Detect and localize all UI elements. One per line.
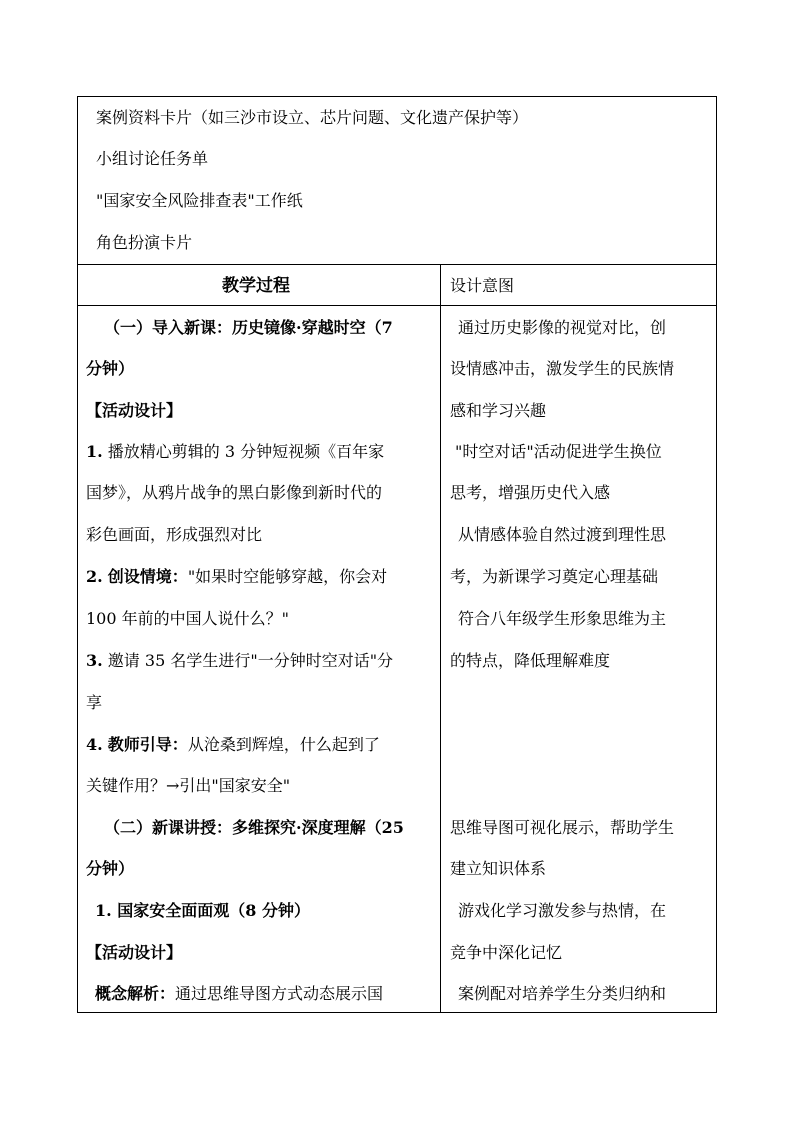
material-item: 案例资料卡片（如三沙市设立、芯片问题、文化遗产保护等）	[96, 108, 529, 127]
activity-heading: 【活动设计】	[86, 401, 183, 420]
list-item-3	[86, 651, 393, 671]
concept-label: 概念解析：	[95, 984, 176, 1003]
subsection-title: 1. 国家安全面面观（8 分钟）	[95, 901, 310, 920]
intent-text: 通过历史影像的视觉对比，创	[458, 318, 667, 337]
activity-heading: 【活动设计】	[86, 943, 183, 962]
material-item: 角色扮演卡片	[96, 233, 193, 252]
intent-text: 竞争中深化记忆	[450, 943, 563, 962]
lesson-plan-table	[77, 96, 717, 1013]
list-item-3-cont: 享	[86, 693, 103, 712]
intent-text: 符合八年级学生形象思维为主	[458, 609, 667, 628]
process-cell	[78, 305, 440, 1013]
list-item-4-cont: 关键作用？→引出"国家安全"	[86, 776, 291, 795]
item-text: "如果时空能够穿越，你会对	[187, 567, 388, 586]
item-number: 2.	[86, 567, 103, 586]
intent-text: 思维导图可视化展示，帮助学生	[450, 818, 675, 837]
intent-text: 的特点，降低理解难度	[450, 651, 611, 670]
material-item: "国家安全风险排查表"工作纸	[96, 191, 303, 210]
intent-column-header: 设计意图	[450, 276, 515, 295]
list-item-2-cont: 100 年前的中国人说什么？"	[86, 609, 289, 628]
materials-cell	[78, 97, 718, 264]
intent-text: "时空对话"活动促进学生换位	[455, 442, 662, 461]
section-title-2: （二）新课讲授：多维探究·深度理解（25	[104, 818, 404, 837]
table-divider	[78, 264, 716, 265]
item-text: 播放精心剪辑的 3 分钟短视频《百年家	[107, 442, 385, 461]
item-label: 教师引导：	[107, 735, 188, 754]
section-title-1-cont: 分钟）	[86, 359, 135, 378]
process-column-header: 教学过程	[222, 276, 290, 296]
item-label: 创设情境：	[107, 567, 188, 586]
item-number: 4.	[86, 735, 103, 754]
material-item: 小组讨论任务单	[96, 149, 209, 168]
item-number: 3.	[86, 651, 103, 670]
list-item-1-cont: 彩色画面，形成强烈对比	[86, 525, 263, 544]
list-item-4	[86, 735, 380, 755]
section-title-2-cont: 分钟）	[86, 859, 135, 878]
intent-text: 案例配对培养学生分类归纳和	[458, 984, 667, 1003]
intent-text: 游戏化学习激发参与热情，在	[458, 901, 667, 920]
concept-text: 通过思维导图方式动态展示国	[175, 984, 384, 1003]
intent-cell	[441, 305, 718, 1013]
list-item-2	[86, 567, 387, 587]
intent-text: 思考，增强历史代入感	[450, 483, 611, 502]
concept-line	[95, 984, 383, 1004]
list-item-1-cont: 国梦》，从鸦片战争的黑白影像到新时代的	[86, 483, 383, 502]
intent-text: 设情感冲击，激发学生的民族情	[450, 359, 675, 378]
intent-text: 从情感体验自然过渡到理性思	[458, 525, 667, 544]
item-number: 1.	[86, 442, 103, 461]
intent-text: 建立知识体系	[450, 859, 547, 878]
list-item-1	[86, 442, 384, 462]
intent-text: 感和学习兴趣	[450, 401, 547, 420]
section-title-1: （一）导入新课：历史镜像·穿越时空（7	[104, 318, 393, 337]
item-text: 邀请 35 名学生进行"一分钟时空对话"分	[107, 651, 394, 670]
intent-text: 考，为新课学习奠定心理基础	[450, 567, 659, 586]
item-text: 从沧桑到辉煌，什么起到了	[187, 735, 380, 754]
